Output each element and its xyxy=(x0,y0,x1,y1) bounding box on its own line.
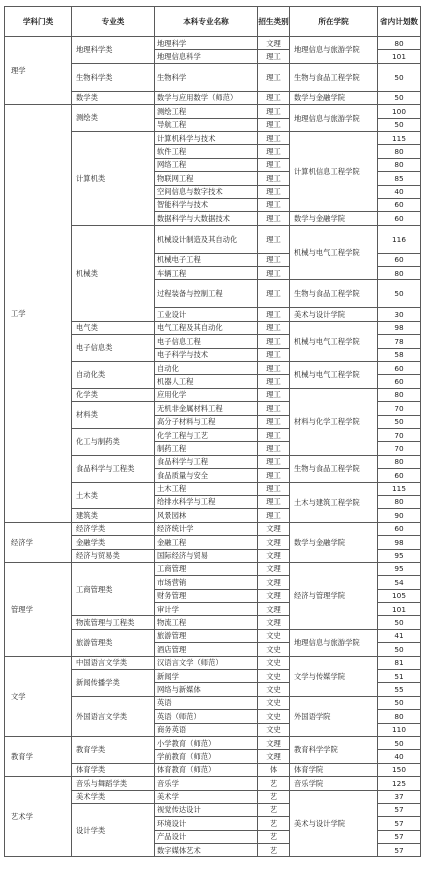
major-name-cell: 数字媒体艺术 xyxy=(155,844,258,857)
enroll-category-cell: 理工 xyxy=(258,225,290,253)
plan-count-cell: 50 xyxy=(378,91,421,104)
major-name-cell: 食品质量与安全 xyxy=(155,469,258,482)
enroll-category-cell: 文史 xyxy=(258,683,290,696)
enroll-category-cell: 理工 xyxy=(258,375,290,388)
enroll-category-cell: 理工 xyxy=(258,253,290,266)
college-cell: 地理信息与旅游学院 xyxy=(290,629,378,656)
enroll-category-cell: 文理 xyxy=(258,562,290,575)
major-name-cell: 市场营销 xyxy=(155,576,258,589)
discipline-cell: 管理学 xyxy=(5,562,72,656)
major-class-cell: 土木类 xyxy=(72,482,155,509)
plan-count-cell: 37 xyxy=(378,790,421,803)
enroll-category-cell: 文理 xyxy=(258,736,290,749)
enroll-category-cell: 理工 xyxy=(258,308,290,321)
enroll-category-cell: 文理 xyxy=(258,549,290,562)
major-name-cell: 风景园林 xyxy=(155,509,258,522)
major-name-cell: 环境设计 xyxy=(155,817,258,830)
major-name-cell: 高分子材料与工程 xyxy=(155,415,258,428)
enroll-category-cell: 艺 xyxy=(258,844,290,857)
major-name-cell: 物流工程 xyxy=(155,616,258,629)
major-name-cell: 工商管理 xyxy=(155,562,258,575)
major-name-cell: 过程装备与控制工程 xyxy=(155,280,258,308)
enroll-category-cell: 理工 xyxy=(258,509,290,522)
major-name-cell: 数学与应用数学（师范） xyxy=(155,91,258,104)
plan-count-cell: 50 xyxy=(378,280,421,308)
plan-count-cell: 100 xyxy=(378,105,421,118)
enroll-category-cell: 文史 xyxy=(258,629,290,642)
plan-count-cell: 50 xyxy=(378,736,421,749)
major-class-cell: 物流管理与工程类 xyxy=(72,616,155,629)
college-cell: 美术与设计学院 xyxy=(290,308,378,321)
enroll-category-cell: 文史 xyxy=(258,656,290,669)
major-class-cell: 生物科学类 xyxy=(72,63,155,91)
plan-count-cell: 57 xyxy=(378,803,421,816)
discipline-cell: 经济学 xyxy=(5,522,72,562)
major-name-cell: 地理科学 xyxy=(155,37,258,50)
plan-count-cell: 60 xyxy=(378,375,421,388)
plan-count-cell: 80 xyxy=(378,145,421,158)
college-cell: 文学与传媒学院 xyxy=(290,656,378,696)
major-name-cell: 新闻学 xyxy=(155,670,258,683)
major-class-cell: 地理科学类 xyxy=(72,37,155,64)
enroll-category-cell: 理工 xyxy=(258,402,290,415)
major-name-cell: 学前教育（师范） xyxy=(155,750,258,763)
table-row xyxy=(5,105,421,118)
plan-count-cell: 115 xyxy=(378,131,421,144)
plan-count-cell: 80 xyxy=(378,710,421,723)
college-cell: 地理信息与旅游学院 xyxy=(290,105,378,132)
major-class-cell: 化学类 xyxy=(72,388,155,401)
major-name-cell: 数据科学与大数据技术 xyxy=(155,212,258,225)
college-cell: 数学与金融学院 xyxy=(290,522,378,562)
plan-count-cell: 54 xyxy=(378,576,421,589)
major-name-cell: 化学工程与工艺 xyxy=(155,428,258,441)
discipline-cell: 理学 xyxy=(5,37,72,105)
plan-count-cell: 60 xyxy=(378,212,421,225)
major-class-cell: 食品科学与工程类 xyxy=(72,455,155,482)
college-cell: 美术与设计学院 xyxy=(290,790,378,857)
plan-count-cell: 50 xyxy=(378,643,421,656)
header-enroll-category: 招生类别 xyxy=(258,7,290,37)
enroll-category-cell: 理工 xyxy=(258,50,290,63)
plan-count-cell: 70 xyxy=(378,442,421,455)
college-cell: 外国语学院 xyxy=(290,696,378,736)
plan-count-cell: 95 xyxy=(378,549,421,562)
major-name-cell: 物联网工程 xyxy=(155,172,258,185)
major-class-cell: 体育学类 xyxy=(72,763,155,776)
plan-count-cell: 50 xyxy=(378,63,421,91)
plan-count-cell: 115 xyxy=(378,482,421,495)
enroll-category-cell: 理工 xyxy=(258,145,290,158)
table-row xyxy=(5,777,421,790)
plan-count-cell: 30 xyxy=(378,308,421,321)
enroll-category-cell: 理工 xyxy=(258,185,290,198)
header-plan-count: 省内计划数 xyxy=(378,7,421,37)
enroll-category-cell: 理工 xyxy=(258,455,290,468)
discipline-cell: 文学 xyxy=(5,656,72,736)
enroll-category-cell: 理工 xyxy=(258,105,290,118)
major-name-cell: 美术学 xyxy=(155,790,258,803)
plan-count-cell: 60 xyxy=(378,198,421,211)
enroll-category-cell: 文史 xyxy=(258,670,290,683)
discipline-cell: 工学 xyxy=(5,105,72,523)
plan-count-cell: 105 xyxy=(378,589,421,602)
plan-count-cell: 90 xyxy=(378,509,421,522)
major-name-cell: 国际经济与贸易 xyxy=(155,549,258,562)
enroll-category-cell: 文理 xyxy=(258,576,290,589)
major-name-cell: 酒店管理 xyxy=(155,643,258,656)
plan-count-cell: 80 xyxy=(378,455,421,468)
major-name-cell: 小学教育（师范） xyxy=(155,736,258,749)
plan-count-cell: 85 xyxy=(378,172,421,185)
major-name-cell: 金融工程 xyxy=(155,536,258,549)
major-name-cell: 商务英语 xyxy=(155,723,258,736)
enroll-category-cell: 文理 xyxy=(258,589,290,602)
enroll-category-cell: 理工 xyxy=(258,321,290,334)
enroll-category-cell: 理工 xyxy=(258,348,290,361)
plan-count-cell: 50 xyxy=(378,415,421,428)
discipline-cell: 教育学 xyxy=(5,736,72,776)
major-name-cell: 汉语言文学（师范） xyxy=(155,656,258,669)
college-cell: 数学与金融学院 xyxy=(290,91,378,104)
table-row xyxy=(5,562,421,575)
enroll-category-cell: 文理 xyxy=(258,536,290,549)
enroll-category-cell: 文理 xyxy=(258,603,290,616)
college-cell: 地理信息与旅游学院 xyxy=(290,37,378,64)
enroll-category-cell: 文史 xyxy=(258,710,290,723)
plan-count-cell: 50 xyxy=(378,118,421,131)
major-name-cell: 应用化学 xyxy=(155,388,258,401)
major-class-cell: 经济与贸易类 xyxy=(72,549,155,562)
enroll-category-cell: 理工 xyxy=(258,212,290,225)
enroll-category-cell: 艺 xyxy=(258,803,290,816)
major-class-cell: 外国语言文学类 xyxy=(72,696,155,736)
major-class-cell: 电子信息类 xyxy=(72,335,155,362)
major-class-cell: 教育学类 xyxy=(72,736,155,763)
major-name-cell: 电子科学与技术 xyxy=(155,348,258,361)
college-cell: 机械与电气工程学院 xyxy=(290,225,378,280)
major-class-cell: 音乐与舞蹈学类 xyxy=(72,777,155,790)
enroll-category-cell: 艺 xyxy=(258,777,290,790)
major-name-cell: 工业设计 xyxy=(155,308,258,321)
enroll-category-cell: 理工 xyxy=(258,118,290,131)
major-name-cell: 英语（师范） xyxy=(155,710,258,723)
major-class-cell: 设计学类 xyxy=(72,803,155,857)
major-name-cell: 审计学 xyxy=(155,603,258,616)
major-class-cell: 新闻传播学类 xyxy=(72,670,155,697)
enroll-category-cell: 理工 xyxy=(258,131,290,144)
enroll-category-cell: 理工 xyxy=(258,280,290,308)
major-class-cell: 金融学类 xyxy=(72,536,155,549)
plan-count-cell: 57 xyxy=(378,844,421,857)
major-name-cell: 生物科学 xyxy=(155,63,258,91)
college-cell: 材料与化学工程学院 xyxy=(290,388,378,455)
plan-count-cell: 50 xyxy=(378,616,421,629)
enroll-category-cell: 文史 xyxy=(258,723,290,736)
major-name-cell: 体育教育（师范） xyxy=(155,763,258,776)
major-class-cell: 材料类 xyxy=(72,402,155,429)
enroll-category-cell: 理工 xyxy=(258,362,290,375)
enroll-category-cell: 艺 xyxy=(258,790,290,803)
enroll-category-cell: 文理 xyxy=(258,522,290,535)
plan-count-cell: 98 xyxy=(378,321,421,334)
major-name-cell: 食品科学与工程 xyxy=(155,455,258,468)
major-class-cell: 中国语言文学类 xyxy=(72,656,155,669)
enroll-category-cell: 理工 xyxy=(258,63,290,91)
major-name-cell: 智能科学与技术 xyxy=(155,198,258,211)
major-name-cell: 计算机科学与技术 xyxy=(155,131,258,144)
college-cell: 机械与电气工程学院 xyxy=(290,321,378,361)
header-discipline: 学科门类 xyxy=(5,7,72,37)
major-name-cell: 地理信息科学 xyxy=(155,50,258,63)
college-cell: 生物与食品工程学院 xyxy=(290,455,378,482)
plan-count-cell: 80 xyxy=(378,158,421,171)
plan-count-cell: 41 xyxy=(378,629,421,642)
major-name-cell: 测绘工程 xyxy=(155,105,258,118)
college-cell: 机械与电气工程学院 xyxy=(290,362,378,389)
plan-count-cell: 60 xyxy=(378,522,421,535)
plan-count-cell: 125 xyxy=(378,777,421,790)
major-name-cell: 财务管理 xyxy=(155,589,258,602)
plan-count-cell: 60 xyxy=(378,253,421,266)
major-name-cell: 给排水科学与工程 xyxy=(155,495,258,508)
major-class-cell: 数学类 xyxy=(72,91,155,104)
enroll-category-cell: 艺 xyxy=(258,830,290,843)
major-class-cell: 自动化类 xyxy=(72,362,155,389)
admission-plan-table xyxy=(4,6,421,857)
enroll-category-cell: 文理 xyxy=(258,37,290,50)
discipline-cell: 艺术学 xyxy=(5,777,72,857)
major-name-cell: 视觉传达设计 xyxy=(155,803,258,816)
header-college: 所在学院 xyxy=(290,7,378,37)
plan-count-cell: 60 xyxy=(378,469,421,482)
enroll-category-cell: 文史 xyxy=(258,696,290,709)
enroll-category-cell: 理工 xyxy=(258,267,290,280)
major-class-cell: 化工与制药类 xyxy=(72,428,155,455)
enroll-category-cell: 理工 xyxy=(258,495,290,508)
table-row xyxy=(5,656,421,669)
college-cell: 土木与建筑工程学院 xyxy=(290,482,378,522)
plan-count-cell: 57 xyxy=(378,830,421,843)
college-cell: 生物与食品工程学院 xyxy=(290,63,378,91)
header-row xyxy=(5,7,421,37)
enroll-category-cell: 文理 xyxy=(258,616,290,629)
college-cell: 教育科学学院 xyxy=(290,736,378,763)
plan-count-cell: 81 xyxy=(378,656,421,669)
major-name-cell: 英语 xyxy=(155,696,258,709)
plan-count-cell: 57 xyxy=(378,817,421,830)
major-name-cell: 产品设计 xyxy=(155,830,258,843)
college-cell: 数学与金融学院 xyxy=(290,212,378,225)
plan-count-cell: 58 xyxy=(378,348,421,361)
major-class-cell: 美术学类 xyxy=(72,790,155,803)
header-major-class: 专业类 xyxy=(72,7,155,37)
enroll-category-cell: 理工 xyxy=(258,198,290,211)
college-cell: 计算机信息工程学院 xyxy=(290,131,378,211)
major-name-cell: 自动化 xyxy=(155,362,258,375)
major-class-cell: 旅游管理类 xyxy=(72,629,155,656)
table-row xyxy=(5,37,421,50)
major-class-cell: 计算机类 xyxy=(72,131,155,225)
college-cell: 生物与食品工程学院 xyxy=(290,280,378,308)
header-major-name: 本科专业名称 xyxy=(155,7,258,37)
major-name-cell: 软件工程 xyxy=(155,145,258,158)
plan-count-cell: 55 xyxy=(378,683,421,696)
plan-count-cell: 110 xyxy=(378,723,421,736)
college-cell: 体育学院 xyxy=(290,763,378,776)
enroll-category-cell: 文理 xyxy=(258,750,290,763)
major-name-cell: 电子信息工程 xyxy=(155,335,258,348)
plan-count-cell: 60 xyxy=(378,362,421,375)
enroll-category-cell: 理工 xyxy=(258,91,290,104)
plan-count-cell: 95 xyxy=(378,562,421,575)
enroll-category-cell: 理工 xyxy=(258,335,290,348)
plan-count-cell: 70 xyxy=(378,402,421,415)
major-name-cell: 机械电子工程 xyxy=(155,253,258,266)
table-row xyxy=(5,522,421,535)
enroll-category-cell: 理工 xyxy=(258,428,290,441)
major-class-cell: 机械类 xyxy=(72,225,155,321)
major-class-cell: 工商管理类 xyxy=(72,562,155,616)
college-cell: 经济与管理学院 xyxy=(290,562,378,629)
major-class-cell: 建筑类 xyxy=(72,509,155,522)
major-name-cell: 土木工程 xyxy=(155,482,258,495)
major-class-cell: 测绘类 xyxy=(72,105,155,132)
plan-count-cell: 150 xyxy=(378,763,421,776)
plan-count-cell: 50 xyxy=(378,696,421,709)
plan-count-cell: 116 xyxy=(378,225,421,253)
major-class-cell: 经济学类 xyxy=(72,522,155,535)
enroll-category-cell: 理工 xyxy=(258,415,290,428)
major-name-cell: 经济统计学 xyxy=(155,522,258,535)
major-name-cell: 导航工程 xyxy=(155,118,258,131)
plan-count-cell: 78 xyxy=(378,335,421,348)
major-class-cell: 电气类 xyxy=(72,321,155,334)
plan-count-cell: 70 xyxy=(378,428,421,441)
plan-count-cell: 80 xyxy=(378,495,421,508)
plan-count-cell: 101 xyxy=(378,50,421,63)
plan-count-cell: 80 xyxy=(378,388,421,401)
major-name-cell: 电气工程及其自动化 xyxy=(155,321,258,334)
major-name-cell: 车辆工程 xyxy=(155,267,258,280)
enroll-category-cell: 理工 xyxy=(258,158,290,171)
college-cell: 音乐学院 xyxy=(290,777,378,790)
major-name-cell: 机器人工程 xyxy=(155,375,258,388)
plan-count-cell: 98 xyxy=(378,536,421,549)
table-row xyxy=(5,736,421,749)
plan-count-cell: 51 xyxy=(378,670,421,683)
plan-count-cell: 40 xyxy=(378,185,421,198)
major-name-cell: 网络工程 xyxy=(155,158,258,171)
plan-count-cell: 80 xyxy=(378,37,421,50)
major-name-cell: 无机非金属材料工程 xyxy=(155,402,258,415)
major-name-cell: 机械设计制造及其自动化 xyxy=(155,225,258,253)
enroll-category-cell: 理工 xyxy=(258,469,290,482)
major-name-cell: 空间信息与数字技术 xyxy=(155,185,258,198)
plan-count-cell: 40 xyxy=(378,750,421,763)
plan-count-cell: 101 xyxy=(378,603,421,616)
enroll-category-cell: 体 xyxy=(258,763,290,776)
major-name-cell: 旅游管理 xyxy=(155,629,258,642)
major-name-cell: 网络与新媒体 xyxy=(155,683,258,696)
enroll-category-cell: 理工 xyxy=(258,482,290,495)
enroll-category-cell: 艺 xyxy=(258,817,290,830)
enroll-category-cell: 理工 xyxy=(258,172,290,185)
enroll-category-cell: 理工 xyxy=(258,388,290,401)
plan-count-cell: 80 xyxy=(378,267,421,280)
major-name-cell: 制药工程 xyxy=(155,442,258,455)
enroll-category-cell: 理工 xyxy=(258,442,290,455)
major-name-cell: 音乐学 xyxy=(155,777,258,790)
enroll-category-cell: 文史 xyxy=(258,643,290,656)
